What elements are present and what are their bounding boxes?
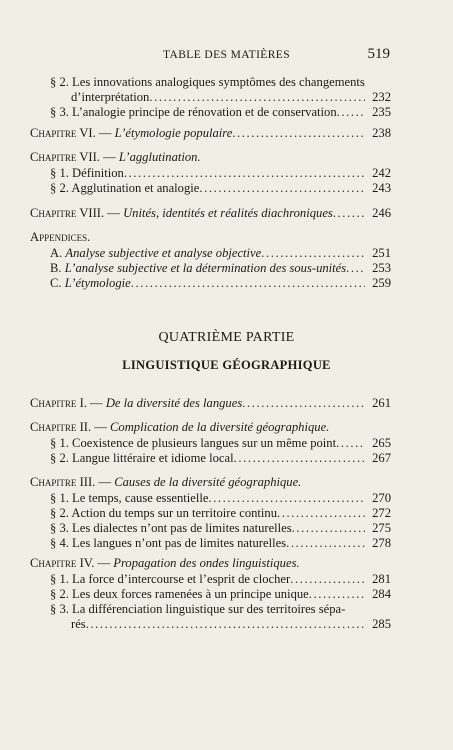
toc-entry-page: 285	[372, 617, 391, 631]
chapter-number: I. —	[79, 396, 103, 410]
dot-leader	[232, 126, 365, 141]
toc-entry	[30, 90, 391, 105]
chapter-number: VII. —	[79, 150, 116, 164]
toc-entry	[30, 617, 391, 632]
toc-entry	[30, 150, 391, 165]
toc-geo-chapter-1	[30, 396, 391, 411]
toc-geo-chapter-3	[30, 475, 391, 551]
dot-leader	[199, 181, 365, 196]
toc-entry-label: § 1. La force d’intercourse et l’esprit de clocher	[50, 572, 291, 586]
toc-entry	[30, 556, 391, 571]
toc-entry-page: 275	[372, 521, 391, 535]
dot-leader	[234, 451, 365, 466]
toc-entry-label: § 2. Langue littéraire et idiome local	[50, 451, 234, 465]
dot-leader	[277, 506, 365, 521]
toc-entry-page: 281	[372, 572, 391, 586]
chapter-number: VI. —	[79, 126, 112, 140]
toc-entry	[30, 572, 391, 587]
appendices-heading: Appendices.	[30, 230, 91, 244]
chapter-number: III. —	[79, 475, 112, 489]
toc-entry-page: 238	[372, 126, 391, 140]
toc-entry-label: § 3. Les dialectes n’ont pas de limites naturelles	[50, 521, 292, 535]
toc-entry	[30, 166, 391, 181]
appendix-title: L’étymologie	[64, 276, 131, 290]
toc-entry-label: rés	[71, 617, 86, 631]
toc-entry	[30, 276, 391, 291]
chapter-prefix: Chapitre	[30, 126, 77, 140]
toc-entry-page: 267	[372, 451, 391, 465]
dot-leader	[149, 90, 365, 105]
dot-leader	[208, 491, 365, 506]
dot-leader	[286, 536, 365, 551]
toc-entry	[30, 396, 391, 411]
toc-entry-label: § 2. Les deux forces ramenées à un principe unique	[50, 587, 309, 601]
toc-entry-label: § 2. Action du temps sur un territoire continu	[50, 506, 278, 520]
toc-entry-page: 284	[372, 587, 391, 601]
toc-entry-page: 242	[372, 166, 391, 180]
chapter-title: Complication de la diversité géographique.	[110, 420, 330, 434]
toc-entry-page: 251	[372, 246, 391, 260]
toc-entry-label: § 4. Les langues n’ont pas de limites naturelles	[50, 536, 287, 550]
toc-geo-chapter-2	[30, 420, 391, 466]
toc-entry-label: § 1. Coexistence de plusieurs langues sur un même point	[50, 436, 337, 450]
toc-geo-chapter-4	[30, 556, 391, 632]
toc-entry-page: 278	[372, 536, 391, 550]
toc-entry	[30, 451, 391, 466]
toc-entry-page: 253	[372, 261, 391, 275]
dot-leader	[86, 617, 365, 632]
dot-leader	[346, 261, 365, 276]
toc-entry-page: 235	[372, 105, 391, 119]
toc-entry	[30, 181, 391, 196]
toc-entry-label: § 1. Définition	[50, 166, 124, 180]
toc-entry-label: § 1. Le temps, cause essentielle	[50, 491, 209, 505]
toc-entry	[30, 475, 391, 490]
chapter-title: Causes de la diversité géographique.	[114, 475, 302, 489]
chapter-prefix: Chapitre	[30, 150, 77, 164]
toc-entry	[30, 126, 391, 141]
dot-leader	[242, 396, 365, 411]
chapter-prefix: Chapitre	[30, 420, 77, 434]
appendix-letter: C.	[50, 276, 62, 290]
toc-chapter-6	[30, 126, 391, 141]
toc-entry	[30, 420, 391, 435]
toc-block-analogy	[30, 75, 391, 120]
dot-leader	[333, 206, 365, 221]
toc-entry-page: 243	[372, 181, 391, 195]
chapter-prefix: Chapitre	[30, 206, 77, 220]
toc-entry	[30, 436, 391, 451]
part-subtitle: LINGUISTIQUE GÉOGRAPHIQUE	[122, 358, 331, 372]
toc-entry	[30, 491, 391, 506]
appendix-title: Analyse subjective et analyse objective	[65, 246, 262, 260]
chapter-title: Unités, identités et réalités diachroniques	[123, 206, 333, 220]
chapter-number: IV. —	[79, 556, 111, 570]
toc-entry	[30, 246, 391, 261]
toc-entry	[30, 206, 391, 221]
dot-leader	[290, 572, 365, 587]
dot-leader	[309, 587, 365, 602]
chapter-title: De la diversité des langues	[105, 396, 243, 410]
toc-entry	[30, 587, 391, 602]
chapter-title: L’agglutination.	[118, 150, 201, 164]
dot-leader	[337, 105, 365, 120]
chapter-prefix: Chapitre	[30, 556, 77, 570]
toc-entry	[30, 261, 391, 276]
running-header: TABLE DES MATIÈRES	[162, 49, 291, 61]
chapter-title: Propagation des ondes linguistiques.	[113, 556, 300, 570]
toc-entry	[30, 105, 391, 120]
toc-entry	[30, 521, 391, 536]
page-number: 519	[367, 46, 390, 62]
chapter-prefix: Chapitre	[30, 475, 77, 489]
toc-chapter-8	[30, 206, 391, 221]
chapter-number: VIII. —	[79, 206, 120, 220]
dot-leader	[124, 166, 365, 181]
chapter-number: II. —	[79, 420, 107, 434]
toc-appendices	[30, 230, 391, 291]
toc-entry-label: d’interprétation	[71, 90, 150, 104]
dot-leader	[261, 246, 365, 261]
appendix-letter: B.	[50, 261, 62, 275]
toc-entry: § 2. Les innovations analogiques symptômes des changements	[50, 75, 365, 89]
toc-entry-page: 246	[372, 206, 391, 220]
toc-chapter-7	[30, 150, 391, 196]
toc-entry	[30, 536, 391, 551]
appendix-letter: A.	[50, 246, 63, 260]
toc-entry	[30, 506, 391, 521]
toc-entry-page: 272	[372, 506, 391, 520]
dot-leader	[131, 276, 365, 291]
dot-leader	[336, 436, 365, 451]
chapter-title: L’étymologie populaire	[114, 126, 233, 140]
dot-leader	[292, 521, 365, 536]
toc-entry-page: 270	[372, 491, 391, 505]
toc-entry: § 3. La différenciation linguistique sur des territoires sépa-	[50, 602, 346, 616]
appendix-title: L’analyse subjective et la détermination des sous-unités	[64, 261, 347, 275]
toc-entry-page: 265	[372, 436, 391, 450]
toc-entry-label: § 3. L’analogie principe de rénovation et de conservation	[50, 105, 337, 119]
toc-entry-page: 259	[372, 276, 391, 290]
toc-entry-page: 232	[372, 90, 391, 104]
part-title: QUATRIÈME PARTIE	[158, 330, 295, 345]
toc-entry-label: § 2. Agglutination et analogie	[50, 181, 200, 195]
toc-entry-page: 261	[372, 396, 391, 410]
chapter-prefix: Chapitre	[30, 396, 77, 410]
